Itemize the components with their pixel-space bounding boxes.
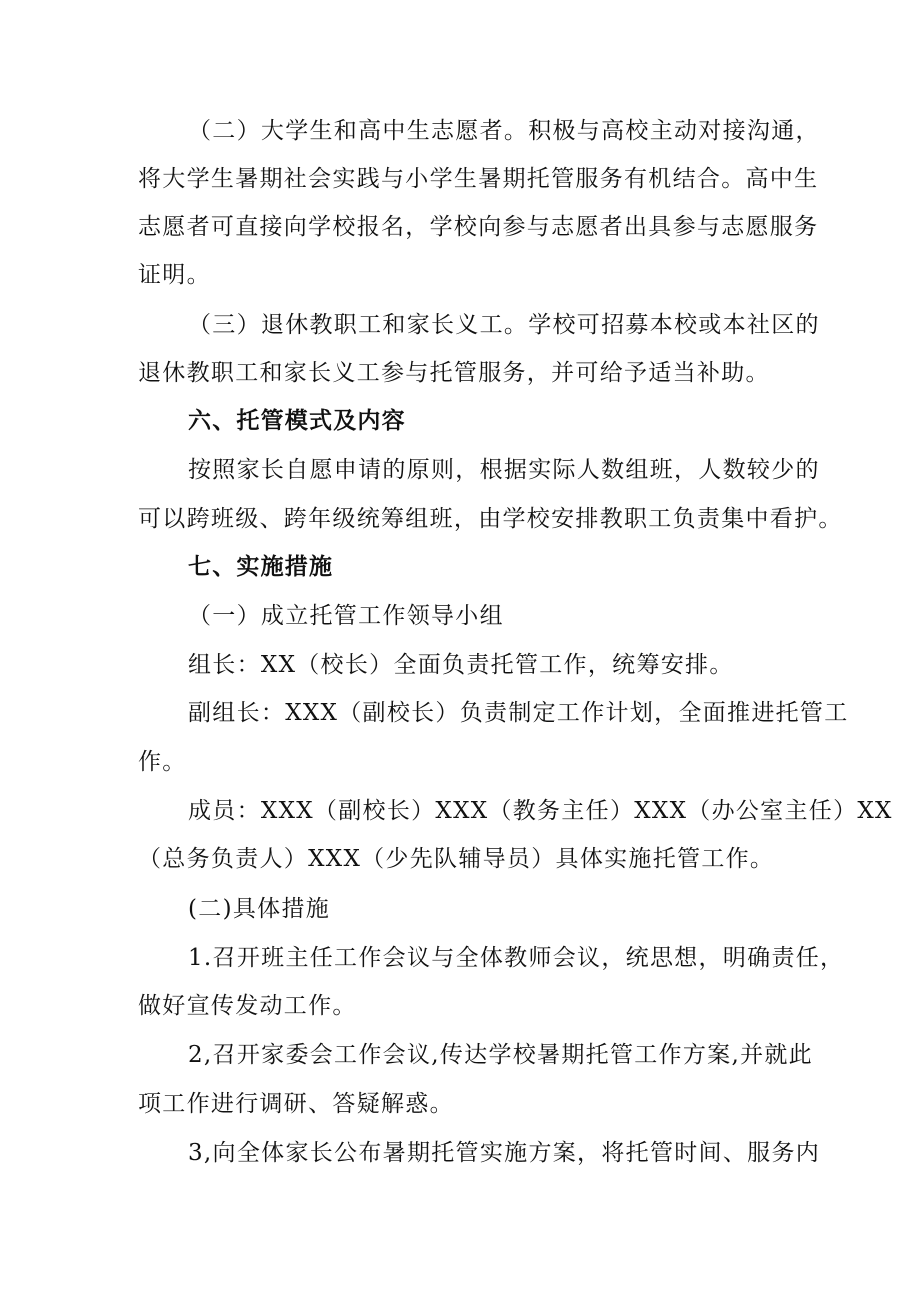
- paragraph-group-leader: 组长：XX（校长）全面负责托管工作，统筹安排。: [188, 652, 734, 678]
- paragraph-deputy-leader-line-1: 副组长：XXX（副校长）负责制定工作计划，全面推进托管工: [188, 700, 849, 726]
- paragraph-volunteers-students-line-1: （二）大学生和高中生志愿者。积极与高校主动对接沟通，: [188, 118, 820, 144]
- paragraph-volunteers-students-line-2: 将大学生暑期社会实践与小学生暑期托管服务有机结合。高中生: [138, 166, 819, 192]
- paragraph-volunteers-students-line-3: 志愿者可直接向学校报名，学校向参与志愿者出具参与志愿服务: [138, 214, 819, 240]
- paragraph-volunteers-students-line-4: 证明。: [138, 262, 211, 288]
- paragraph-members-line-2: （总务负责人）XXX（少先队辅导员）具体实施托管工作。: [138, 846, 775, 872]
- measure-1-line-2: 做好宣传发动工作。: [138, 993, 357, 1019]
- subheading-leadership-group: （一）成立托管工作领导小组: [188, 603, 504, 629]
- paragraph-mode-line-1: 按照家长自愿申请的原则，根据实际人数组班，人数较少的: [188, 457, 820, 483]
- measure-1-line-1: 1.召开班主任工作会议与全体教师会议，统思想，明确责任，: [188, 945, 845, 971]
- measure-3-line-1: 3,向全体家长公布暑期托管实施方案，将托管时间、服务内: [188, 1140, 821, 1166]
- section-heading-measures: 七、实施措施: [188, 554, 334, 580]
- paragraph-retired-staff-line-1: （三）退休教职工和家长义工。学校可招募本校或本社区的: [188, 312, 820, 338]
- paragraph-members-line-1: 成员：XXX（副校长）XXX（教务主任）XXX（办公室主任）XX: [188, 798, 893, 824]
- measure-2-line-1: 2,召开家委会工作会议,传达学校暑期托管工作方案,并就此: [188, 1042, 813, 1068]
- subheading-specific-measures: (二)具体措施: [188, 896, 331, 922]
- paragraph-deputy-leader-line-2: 作。: [138, 749, 187, 775]
- paragraph-mode-line-2: 可以跨班级、跨年级统筹组班，由学校安排教职工负责集中看护。: [138, 506, 843, 532]
- measure-2-line-2: 项工作进行调研、答疑解惑。: [138, 1091, 454, 1117]
- paragraph-retired-staff-line-2: 退休教职工和家长义工参与托管服务，并可给予适当补助。: [138, 360, 770, 386]
- section-heading-mode-content: 六、托管模式及内容: [188, 408, 406, 434]
